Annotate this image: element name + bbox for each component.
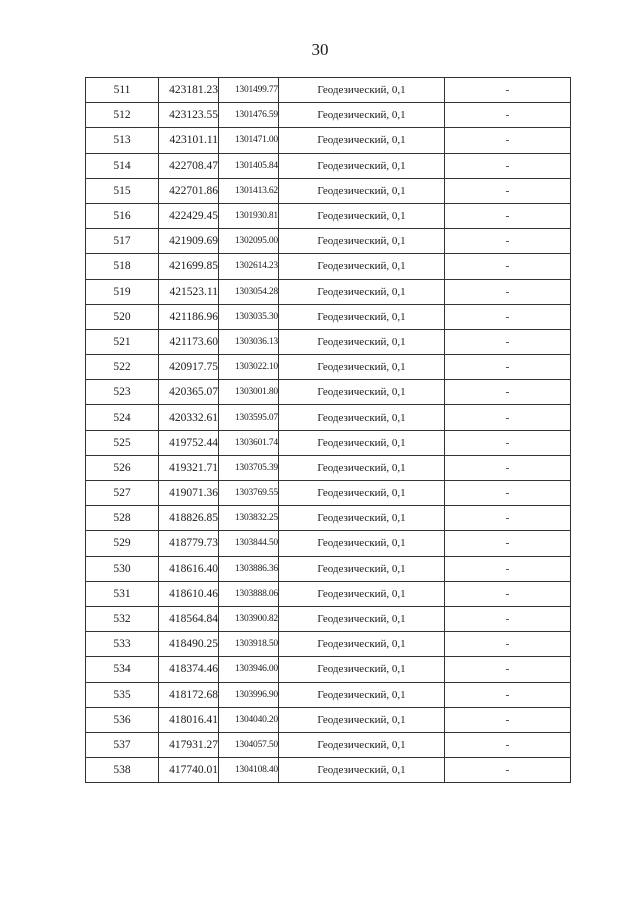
table-row bbox=[86, 103, 571, 128]
table-row bbox=[86, 732, 571, 757]
point-number-cell: 536 bbox=[86, 707, 159, 732]
method-accuracy-cell: Геодезический, 0,1 bbox=[279, 732, 445, 757]
table-row bbox=[86, 455, 571, 480]
y-coordinate-cell: 1303601.74 bbox=[219, 430, 279, 455]
y-coordinate-cell: 1301499.77 bbox=[219, 78, 279, 103]
point-number-cell: 516 bbox=[86, 203, 159, 228]
x-coordinate-cell: 420917.75 bbox=[159, 355, 219, 380]
x-coordinate-cell: 418610.46 bbox=[159, 581, 219, 606]
point-number-cell: 528 bbox=[86, 506, 159, 531]
method-accuracy-cell: Геодезический, 0,1 bbox=[279, 481, 445, 506]
y-coordinate-cell: 1303918.50 bbox=[219, 632, 279, 657]
x-coordinate-cell: 418564.84 bbox=[159, 606, 219, 631]
table-row bbox=[86, 682, 571, 707]
point-number-cell: 533 bbox=[86, 632, 159, 657]
x-coordinate-cell: 422701.86 bbox=[159, 178, 219, 203]
x-coordinate-cell: 418779.73 bbox=[159, 531, 219, 556]
coordinates-table bbox=[85, 77, 571, 783]
method-accuracy-cell: Геодезический, 0,1 bbox=[279, 758, 445, 783]
note-cell: - bbox=[445, 329, 571, 354]
point-number-cell: 512 bbox=[86, 103, 159, 128]
y-coordinate-cell: 1303769.55 bbox=[219, 481, 279, 506]
method-accuracy-cell: Геодезический, 0,1 bbox=[279, 103, 445, 128]
method-accuracy-cell: Геодезический, 0,1 bbox=[279, 355, 445, 380]
table-row bbox=[86, 254, 571, 279]
method-accuracy-cell: Геодезический, 0,1 bbox=[279, 556, 445, 581]
point-number-cell: 514 bbox=[86, 153, 159, 178]
point-number-cell: 511 bbox=[86, 78, 159, 103]
note-cell: - bbox=[445, 103, 571, 128]
x-coordinate-cell: 421909.69 bbox=[159, 229, 219, 254]
point-number-cell: 520 bbox=[86, 304, 159, 329]
x-coordinate-cell: 421699.85 bbox=[159, 254, 219, 279]
method-accuracy-cell: Геодезический, 0,1 bbox=[279, 203, 445, 228]
note-cell: - bbox=[445, 581, 571, 606]
table-row bbox=[86, 707, 571, 732]
y-coordinate-cell: 1301471.00 bbox=[219, 128, 279, 153]
coordinates-table-body bbox=[86, 78, 571, 783]
x-coordinate-cell: 419752.44 bbox=[159, 430, 219, 455]
y-coordinate-cell: 1303888.06 bbox=[219, 581, 279, 606]
note-cell: - bbox=[445, 606, 571, 631]
table-row bbox=[86, 506, 571, 531]
y-coordinate-cell: 1303946.00 bbox=[219, 657, 279, 682]
y-coordinate-cell: 1303832.25 bbox=[219, 506, 279, 531]
point-number-cell: 538 bbox=[86, 758, 159, 783]
table-row bbox=[86, 128, 571, 153]
note-cell: - bbox=[445, 355, 571, 380]
y-coordinate-cell: 1303900.82 bbox=[219, 606, 279, 631]
note-cell: - bbox=[445, 178, 571, 203]
method-accuracy-cell: Геодезический, 0,1 bbox=[279, 707, 445, 732]
method-accuracy-cell: Геодезический, 0,1 bbox=[279, 279, 445, 304]
x-coordinate-cell: 421523.11 bbox=[159, 279, 219, 304]
table-row bbox=[86, 178, 571, 203]
x-coordinate-cell: 423181.23 bbox=[159, 78, 219, 103]
table-row bbox=[86, 430, 571, 455]
note-cell: - bbox=[445, 657, 571, 682]
method-accuracy-cell: Геодезический, 0,1 bbox=[279, 531, 445, 556]
table-row bbox=[86, 556, 571, 581]
method-accuracy-cell: Геодезический, 0,1 bbox=[279, 78, 445, 103]
table-row bbox=[86, 153, 571, 178]
note-cell: - bbox=[445, 455, 571, 480]
x-coordinate-cell: 418616.40 bbox=[159, 556, 219, 581]
table-row bbox=[86, 606, 571, 631]
method-accuracy-cell: Геодезический, 0,1 bbox=[279, 153, 445, 178]
table-row bbox=[86, 632, 571, 657]
y-coordinate-cell: 1303001.80 bbox=[219, 380, 279, 405]
note-cell: - bbox=[445, 304, 571, 329]
table-row bbox=[86, 657, 571, 682]
x-coordinate-cell: 421173.60 bbox=[159, 329, 219, 354]
note-cell: - bbox=[445, 203, 571, 228]
method-accuracy-cell: Геодезический, 0,1 bbox=[279, 581, 445, 606]
table-row bbox=[86, 481, 571, 506]
point-number-cell: 532 bbox=[86, 606, 159, 631]
method-accuracy-cell: Геодезический, 0,1 bbox=[279, 380, 445, 405]
note-cell: - bbox=[445, 531, 571, 556]
note-cell: - bbox=[445, 254, 571, 279]
note-cell: - bbox=[445, 78, 571, 103]
note-cell: - bbox=[445, 380, 571, 405]
point-number-cell: 524 bbox=[86, 405, 159, 430]
x-coordinate-cell: 418016.41 bbox=[159, 707, 219, 732]
x-coordinate-cell: 421186.96 bbox=[159, 304, 219, 329]
method-accuracy-cell: Геодезический, 0,1 bbox=[279, 657, 445, 682]
note-cell: - bbox=[445, 279, 571, 304]
note-cell: - bbox=[445, 153, 571, 178]
y-coordinate-cell: 1303996.90 bbox=[219, 682, 279, 707]
y-coordinate-cell: 1303035.30 bbox=[219, 304, 279, 329]
method-accuracy-cell: Геодезический, 0,1 bbox=[279, 506, 445, 531]
x-coordinate-cell: 420332.61 bbox=[159, 405, 219, 430]
x-coordinate-cell: 420365.07 bbox=[159, 380, 219, 405]
point-number-cell: 525 bbox=[86, 430, 159, 455]
y-coordinate-cell: 1301930.81 bbox=[219, 203, 279, 228]
method-accuracy-cell: Геодезический, 0,1 bbox=[279, 229, 445, 254]
table-row bbox=[86, 229, 571, 254]
note-cell: - bbox=[445, 758, 571, 783]
method-accuracy-cell: Геодезический, 0,1 bbox=[279, 606, 445, 631]
table-row bbox=[86, 279, 571, 304]
note-cell: - bbox=[445, 430, 571, 455]
note-cell: - bbox=[445, 229, 571, 254]
x-coordinate-cell: 422708.47 bbox=[159, 153, 219, 178]
point-number-cell: 526 bbox=[86, 455, 159, 480]
y-coordinate-cell: 1301413.62 bbox=[219, 178, 279, 203]
x-coordinate-cell: 422429.45 bbox=[159, 203, 219, 228]
note-cell: - bbox=[445, 506, 571, 531]
x-coordinate-cell: 423123.55 bbox=[159, 103, 219, 128]
point-number-cell: 529 bbox=[86, 531, 159, 556]
method-accuracy-cell: Геодезический, 0,1 bbox=[279, 632, 445, 657]
note-cell: - bbox=[445, 405, 571, 430]
y-coordinate-cell: 1302614.23 bbox=[219, 254, 279, 279]
method-accuracy-cell: Геодезический, 0,1 bbox=[279, 430, 445, 455]
note-cell: - bbox=[445, 632, 571, 657]
method-accuracy-cell: Геодезический, 0,1 bbox=[279, 304, 445, 329]
method-accuracy-cell: Геодезический, 0,1 bbox=[279, 254, 445, 279]
x-coordinate-cell: 418172.68 bbox=[159, 682, 219, 707]
y-coordinate-cell: 1304108.40 bbox=[219, 758, 279, 783]
method-accuracy-cell: Геодезический, 0,1 bbox=[279, 405, 445, 430]
note-cell: - bbox=[445, 128, 571, 153]
y-coordinate-cell: 1301405.84 bbox=[219, 153, 279, 178]
page-number: 30 bbox=[311, 40, 329, 59]
x-coordinate-cell: 423101.11 bbox=[159, 128, 219, 153]
note-cell: - bbox=[445, 707, 571, 732]
y-coordinate-cell: 1303595.07 bbox=[219, 405, 279, 430]
table-row bbox=[86, 758, 571, 783]
y-coordinate-cell: 1304057.50 bbox=[219, 732, 279, 757]
y-coordinate-cell: 1301476.59 bbox=[219, 103, 279, 128]
x-coordinate-cell: 419071.36 bbox=[159, 481, 219, 506]
note-cell: - bbox=[445, 556, 571, 581]
note-cell: - bbox=[445, 732, 571, 757]
method-accuracy-cell: Геодезический, 0,1 bbox=[279, 329, 445, 354]
table-row bbox=[86, 78, 571, 103]
point-number-cell: 534 bbox=[86, 657, 159, 682]
point-number-cell: 515 bbox=[86, 178, 159, 203]
y-coordinate-cell: 1304040.20 bbox=[219, 707, 279, 732]
point-number-cell: 530 bbox=[86, 556, 159, 581]
point-number-cell: 518 bbox=[86, 254, 159, 279]
y-coordinate-cell: 1303844.50 bbox=[219, 531, 279, 556]
table-row bbox=[86, 203, 571, 228]
y-coordinate-cell: 1303054.28 bbox=[219, 279, 279, 304]
y-coordinate-cell: 1302095.00 bbox=[219, 229, 279, 254]
method-accuracy-cell: Геодезический, 0,1 bbox=[279, 178, 445, 203]
table-row bbox=[86, 380, 571, 405]
table-row bbox=[86, 355, 571, 380]
point-number-cell: 523 bbox=[86, 380, 159, 405]
table-row bbox=[86, 405, 571, 430]
point-number-cell: 519 bbox=[86, 279, 159, 304]
x-coordinate-cell: 417740.01 bbox=[159, 758, 219, 783]
point-number-cell: 517 bbox=[86, 229, 159, 254]
point-number-cell: 537 bbox=[86, 732, 159, 757]
point-number-cell: 521 bbox=[86, 329, 159, 354]
table-row bbox=[86, 304, 571, 329]
x-coordinate-cell: 418826.85 bbox=[159, 506, 219, 531]
point-number-cell: 522 bbox=[86, 355, 159, 380]
y-coordinate-cell: 1303022.10 bbox=[219, 355, 279, 380]
y-coordinate-cell: 1303705.39 bbox=[219, 455, 279, 480]
table-row bbox=[86, 581, 571, 606]
point-number-cell: 513 bbox=[86, 128, 159, 153]
method-accuracy-cell: Геодезический, 0,1 bbox=[279, 128, 445, 153]
table-row bbox=[86, 531, 571, 556]
method-accuracy-cell: Геодезический, 0,1 bbox=[279, 682, 445, 707]
y-coordinate-cell: 1303036.13 bbox=[219, 329, 279, 354]
x-coordinate-cell: 418490.25 bbox=[159, 632, 219, 657]
method-accuracy-cell: Геодезический, 0,1 bbox=[279, 455, 445, 480]
point-number-cell: 527 bbox=[86, 481, 159, 506]
note-cell: - bbox=[445, 481, 571, 506]
point-number-cell: 531 bbox=[86, 581, 159, 606]
x-coordinate-cell: 417931.27 bbox=[159, 732, 219, 757]
note-cell: - bbox=[445, 682, 571, 707]
y-coordinate-cell: 1303886.36 bbox=[219, 556, 279, 581]
point-number-cell: 535 bbox=[86, 682, 159, 707]
x-coordinate-cell: 418374.46 bbox=[159, 657, 219, 682]
x-coordinate-cell: 419321.71 bbox=[159, 455, 219, 480]
table-row bbox=[86, 329, 571, 354]
